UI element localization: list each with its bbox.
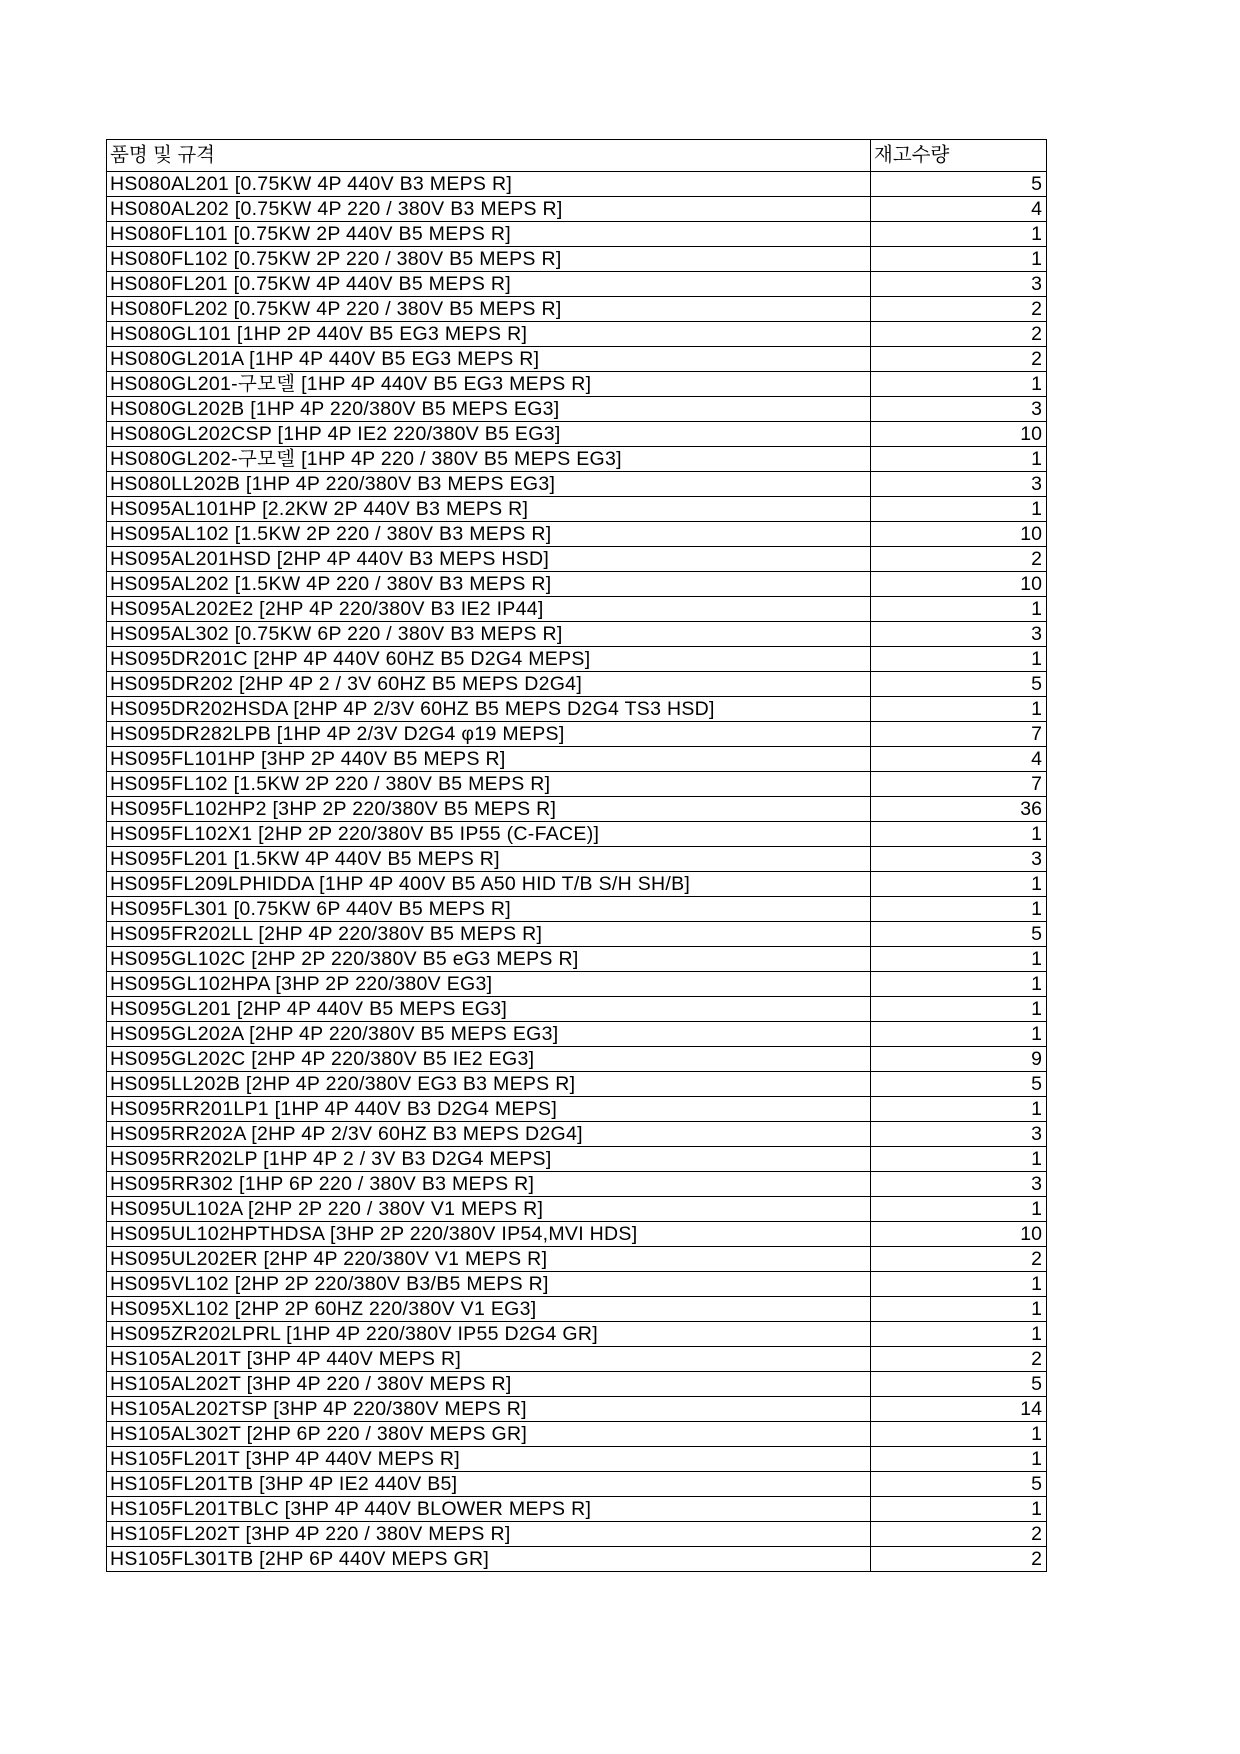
table-row — [107, 1297, 1047, 1322]
stock-quantity-cell: 1 — [871, 1497, 1047, 1522]
stock-quantity-cell: 1 — [871, 372, 1047, 397]
table-row — [107, 272, 1047, 297]
stock-quantity-cell: 1 — [871, 1197, 1047, 1222]
table-row — [107, 1372, 1047, 1397]
table-row — [107, 747, 1047, 772]
product-name-cell: HS080GL202B [1HP 4P 220/380V B5 MEPS EG3] — [107, 397, 871, 422]
table-row — [107, 1122, 1047, 1147]
product-name-cell: HS105FL301TB [2HP 6P 440V MEPS GR] — [107, 1547, 871, 1572]
table-row — [107, 372, 1047, 397]
table-row — [107, 1222, 1047, 1247]
table-row — [107, 1172, 1047, 1197]
stock-quantity-cell: 2 — [871, 1347, 1047, 1372]
product-name-cell: HS105FL202T [3HP 4P 220 / 380V MEPS R] — [107, 1522, 871, 1547]
product-name-cell: HS095FR202LL [2HP 4P 220/380V B5 MEPS R] — [107, 922, 871, 947]
product-name-cell: HS095AL202E2 [2HP 4P 220/380V B3 IE2 IP44] — [107, 597, 871, 622]
table-row — [107, 397, 1047, 422]
table-row — [107, 1097, 1047, 1122]
stock-quantity-cell: 5 — [871, 922, 1047, 947]
table-row — [107, 797, 1047, 822]
product-name-cell: HS095DR202HSDA [2HP 4P 2/3V 60HZ B5 MEPS D2G4 TS3 HSD] — [107, 697, 871, 722]
table-row — [107, 222, 1047, 247]
table-row — [107, 1022, 1047, 1047]
table-row — [107, 1422, 1047, 1447]
stock-quantity-cell: 2 — [871, 547, 1047, 572]
product-name-cell: HS105AL202T [3HP 4P 220 / 380V MEPS R] — [107, 1372, 871, 1397]
product-name-cell: HS095UL102A [2HP 2P 220 / 380V V1 MEPS R] — [107, 1197, 871, 1222]
product-name-cell: HS080GL202-구모델 [1HP 4P 220 / 380V B5 MEPS EG3] — [107, 447, 871, 472]
table-row — [107, 1347, 1047, 1372]
product-name-cell: HS095GL202C [2HP 4P 220/380V B5 IE2 EG3] — [107, 1047, 871, 1072]
stock-quantity-cell: 1 — [871, 1297, 1047, 1322]
stock-quantity-cell: 1 — [871, 447, 1047, 472]
header-stock-quantity: 재고수량 — [871, 140, 1047, 172]
table-row — [107, 1522, 1047, 1547]
table-row — [107, 697, 1047, 722]
product-name-cell: HS095FL301 [0.75KW 6P 440V B5 MEPS R] — [107, 897, 871, 922]
product-name-cell: HS095DR282LPB [1HP 4P 2/3V D2G4 φ19 MEPS] — [107, 722, 871, 747]
header-row — [107, 140, 1047, 172]
stock-quantity-cell: 1 — [871, 1022, 1047, 1047]
product-name-cell: HS095RR201LP1 [1HP 4P 440V B3 D2G4 MEPS] — [107, 1097, 871, 1122]
stock-quantity-cell: 2 — [871, 1522, 1047, 1547]
product-name-cell: HS095FL102 [1.5KW 2P 220 / 380V B5 MEPS R] — [107, 772, 871, 797]
stock-quantity-cell: 14 — [871, 1397, 1047, 1422]
table-row — [107, 1197, 1047, 1222]
stock-quantity-cell: 7 — [871, 772, 1047, 797]
stock-quantity-cell: 3 — [871, 397, 1047, 422]
product-name-cell: HS095DR202 [2HP 4P 2 / 3V 60HZ B5 MEPS D2G4] — [107, 672, 871, 697]
product-name-cell: HS095ZR202LPRL [1HP 4P 220/380V IP55 D2G4 GR] — [107, 1322, 871, 1347]
product-name-cell: HS095AL102 [1.5KW 2P 220 / 380V B3 MEPS R] — [107, 522, 871, 547]
table-row — [107, 172, 1047, 197]
product-name-cell: HS105AL302T [2HP 6P 220 / 380V MEPS GR] — [107, 1422, 871, 1447]
stock-quantity-cell: 10 — [871, 422, 1047, 447]
stock-quantity-cell: 10 — [871, 1222, 1047, 1247]
header-product-name: 품명 및 규격 — [107, 140, 871, 172]
product-name-cell: HS080FL202 [0.75KW 4P 220 / 380V B5 MEPS R] — [107, 297, 871, 322]
product-name-cell: HS095FL102X1 [2HP 2P 220/380V B5 IP55 (C-FACE)] — [107, 822, 871, 847]
product-name-cell: HS080AL202 [0.75KW 4P 220 / 380V B3 MEPS R] — [107, 197, 871, 222]
stock-quantity-cell: 4 — [871, 197, 1047, 222]
product-name-cell: HS080LL202B [1HP 4P 220/380V B3 MEPS EG3] — [107, 472, 871, 497]
table-row — [107, 847, 1047, 872]
product-name-cell: HS095AL201HSD [2HP 4P 440V B3 MEPS HSD] — [107, 547, 871, 572]
table-row — [107, 1547, 1047, 1572]
table-row — [107, 947, 1047, 972]
table-row — [107, 772, 1047, 797]
product-name-cell: HS095AL302 [0.75KW 6P 220 / 380V B3 MEPS R] — [107, 622, 871, 647]
product-name-cell: HS095AL202 [1.5KW 4P 220 / 380V B3 MEPS R] — [107, 572, 871, 597]
table-row — [107, 247, 1047, 272]
product-name-cell: HS105AL201T [3HP 4P 440V MEPS R] — [107, 1347, 871, 1372]
product-name-cell: HS095RR302 [1HP 6P 220 / 380V B3 MEPS R] — [107, 1172, 871, 1197]
stock-quantity-cell: 5 — [871, 1072, 1047, 1097]
stock-quantity-cell: 3 — [871, 272, 1047, 297]
table-row — [107, 422, 1047, 447]
table-row — [107, 822, 1047, 847]
stock-quantity-cell: 1 — [871, 647, 1047, 672]
stock-quantity-cell: 1 — [871, 1147, 1047, 1172]
stock-quantity-cell: 1 — [871, 1447, 1047, 1472]
stock-quantity-cell: 1 — [871, 897, 1047, 922]
table-row — [107, 1497, 1047, 1522]
stock-quantity-cell: 3 — [871, 472, 1047, 497]
stock-quantity-cell: 1 — [871, 697, 1047, 722]
product-name-cell: HS095FL101HP [3HP 2P 440V B5 MEPS R] — [107, 747, 871, 772]
stock-quantity-cell: 1 — [871, 872, 1047, 897]
table-row — [107, 197, 1047, 222]
table-row — [107, 1272, 1047, 1297]
table-row — [107, 672, 1047, 697]
product-name-cell: HS095UL102HPTHDSA [3HP 2P 220/380V IP54,MVI HDS] — [107, 1222, 871, 1247]
table-row — [107, 722, 1047, 747]
stock-quantity-cell: 7 — [871, 722, 1047, 747]
table-row — [107, 347, 1047, 372]
table-row — [107, 997, 1047, 1022]
stock-quantity-cell: 1 — [871, 1097, 1047, 1122]
table-row — [107, 972, 1047, 997]
stock-quantity-cell: 2 — [871, 297, 1047, 322]
stock-quantity-cell: 2 — [871, 322, 1047, 347]
product-name-cell: HS095DR201C [2HP 4P 440V 60HZ B5 D2G4 MEPS] — [107, 647, 871, 672]
table-row — [107, 1047, 1047, 1072]
table-row — [107, 897, 1047, 922]
product-name-cell: HS095LL202B [2HP 4P 220/380V EG3 B3 MEPS R] — [107, 1072, 871, 1097]
product-name-cell: HS105FL201TB [3HP 4P IE2 440V B5] — [107, 1472, 871, 1497]
table-row — [107, 1472, 1047, 1497]
table-row — [107, 297, 1047, 322]
table-row — [107, 547, 1047, 572]
stock-quantity-cell: 1 — [871, 247, 1047, 272]
product-name-cell: HS080AL201 [0.75KW 4P 440V B3 MEPS R] — [107, 172, 871, 197]
table-row — [107, 522, 1047, 547]
stock-quantity-cell: 2 — [871, 1547, 1047, 1572]
stock-quantity-cell: 1 — [871, 822, 1047, 847]
stock-quantity-cell: 1 — [871, 972, 1047, 997]
product-name-cell: HS080GL201-구모델 [1HP 4P 440V B5 EG3 MEPS R] — [107, 372, 871, 397]
product-name-cell: HS095RR202A [2HP 4P 2/3V 60HZ B3 MEPS D2G4] — [107, 1122, 871, 1147]
stock-quantity-cell: 1 — [871, 222, 1047, 247]
product-name-cell: HS095FL102HP2 [3HP 2P 220/380V B5 MEPS R] — [107, 797, 871, 822]
inventory-table — [106, 139, 1047, 1572]
stock-quantity-cell: 1 — [871, 1422, 1047, 1447]
product-name-cell: HS080FL102 [0.75KW 2P 220 / 380V B5 MEPS R] — [107, 247, 871, 272]
stock-quantity-cell: 36 — [871, 797, 1047, 822]
stock-quantity-cell: 5 — [871, 672, 1047, 697]
product-name-cell: HS095VL102 [2HP 2P 220/380V B3/B5 MEPS R] — [107, 1272, 871, 1297]
table-row — [107, 922, 1047, 947]
product-name-cell: HS095RR202LP [1HP 4P 2 / 3V B3 D2G4 MEPS] — [107, 1147, 871, 1172]
inventory-sheet — [106, 139, 1046, 1572]
product-name-cell: HS095FL201 [1.5KW 4P 440V B5 MEPS R] — [107, 847, 871, 872]
table-row — [107, 497, 1047, 522]
table-row — [107, 1322, 1047, 1347]
table-row — [107, 472, 1047, 497]
stock-quantity-cell: 1 — [871, 1272, 1047, 1297]
product-name-cell: HS095XL102 [2HP 2P 60HZ 220/380V V1 EG3] — [107, 1297, 871, 1322]
stock-quantity-cell: 3 — [871, 622, 1047, 647]
product-name-cell: HS095GL201 [2HP 4P 440V B5 MEPS EG3] — [107, 997, 871, 1022]
table-row — [107, 1397, 1047, 1422]
table-row — [107, 647, 1047, 672]
stock-quantity-cell: 10 — [871, 522, 1047, 547]
product-name-cell: HS095AL101HP [2.2KW 2P 440V B3 MEPS R] — [107, 497, 871, 522]
stock-quantity-cell: 10 — [871, 572, 1047, 597]
product-name-cell: HS095FL209LPHIDDA [1HP 4P 400V B5 A50 HID T/B S/H SH/B] — [107, 872, 871, 897]
product-name-cell: HS080FL201 [0.75KW 4P 440V B5 MEPS R] — [107, 272, 871, 297]
product-name-cell: HS080GL101 [1HP 2P 440V B5 EG3 MEPS R] — [107, 322, 871, 347]
stock-quantity-cell: 1 — [871, 597, 1047, 622]
stock-quantity-cell: 2 — [871, 1247, 1047, 1272]
stock-quantity-cell: 9 — [871, 1047, 1047, 1072]
product-name-cell: HS095GL102HPA [3HP 2P 220/380V EG3] — [107, 972, 871, 997]
product-name-cell: HS095GL202A [2HP 4P 220/380V B5 MEPS EG3] — [107, 1022, 871, 1047]
inventory-body — [107, 172, 1047, 1572]
product-name-cell: HS095GL102C [2HP 2P 220/380V B5 eG3 MEPS R] — [107, 947, 871, 972]
table-row — [107, 597, 1047, 622]
table-row — [107, 1147, 1047, 1172]
table-row — [107, 322, 1047, 347]
table-row — [107, 622, 1047, 647]
product-name-cell: HS105FL201TBLC [3HP 4P 440V BLOWER MEPS R] — [107, 1497, 871, 1522]
stock-quantity-cell: 3 — [871, 847, 1047, 872]
stock-quantity-cell: 4 — [871, 747, 1047, 772]
product-name-cell: HS080GL202CSP [1HP 4P IE2 220/380V B5 EG3] — [107, 422, 871, 447]
product-name-cell: HS080GL201A [1HP 4P 440V B5 EG3 MEPS R] — [107, 347, 871, 372]
product-name-cell: HS095UL202ER [2HP 4P 220/380V V1 MEPS R] — [107, 1247, 871, 1272]
product-name-cell: HS105FL201T [3HP 4P 440V MEPS R] — [107, 1447, 871, 1472]
stock-quantity-cell: 5 — [871, 172, 1047, 197]
stock-quantity-cell: 1 — [871, 947, 1047, 972]
table-row — [107, 1447, 1047, 1472]
stock-quantity-cell: 5 — [871, 1372, 1047, 1397]
stock-quantity-cell: 1 — [871, 1322, 1047, 1347]
table-row — [107, 872, 1047, 897]
stock-quantity-cell: 1 — [871, 497, 1047, 522]
product-name-cell: HS080FL101 [0.75KW 2P 440V B5 MEPS R] — [107, 222, 871, 247]
stock-quantity-cell: 3 — [871, 1122, 1047, 1147]
product-name-cell: HS105AL202TSP [3HP 4P 220/380V MEPS R] — [107, 1397, 871, 1422]
stock-quantity-cell: 1 — [871, 997, 1047, 1022]
stock-quantity-cell: 3 — [871, 1172, 1047, 1197]
table-row — [107, 1072, 1047, 1097]
table-row — [107, 572, 1047, 597]
stock-quantity-cell: 2 — [871, 347, 1047, 372]
stock-quantity-cell: 5 — [871, 1472, 1047, 1497]
table-row — [107, 447, 1047, 472]
table-row — [107, 1247, 1047, 1272]
